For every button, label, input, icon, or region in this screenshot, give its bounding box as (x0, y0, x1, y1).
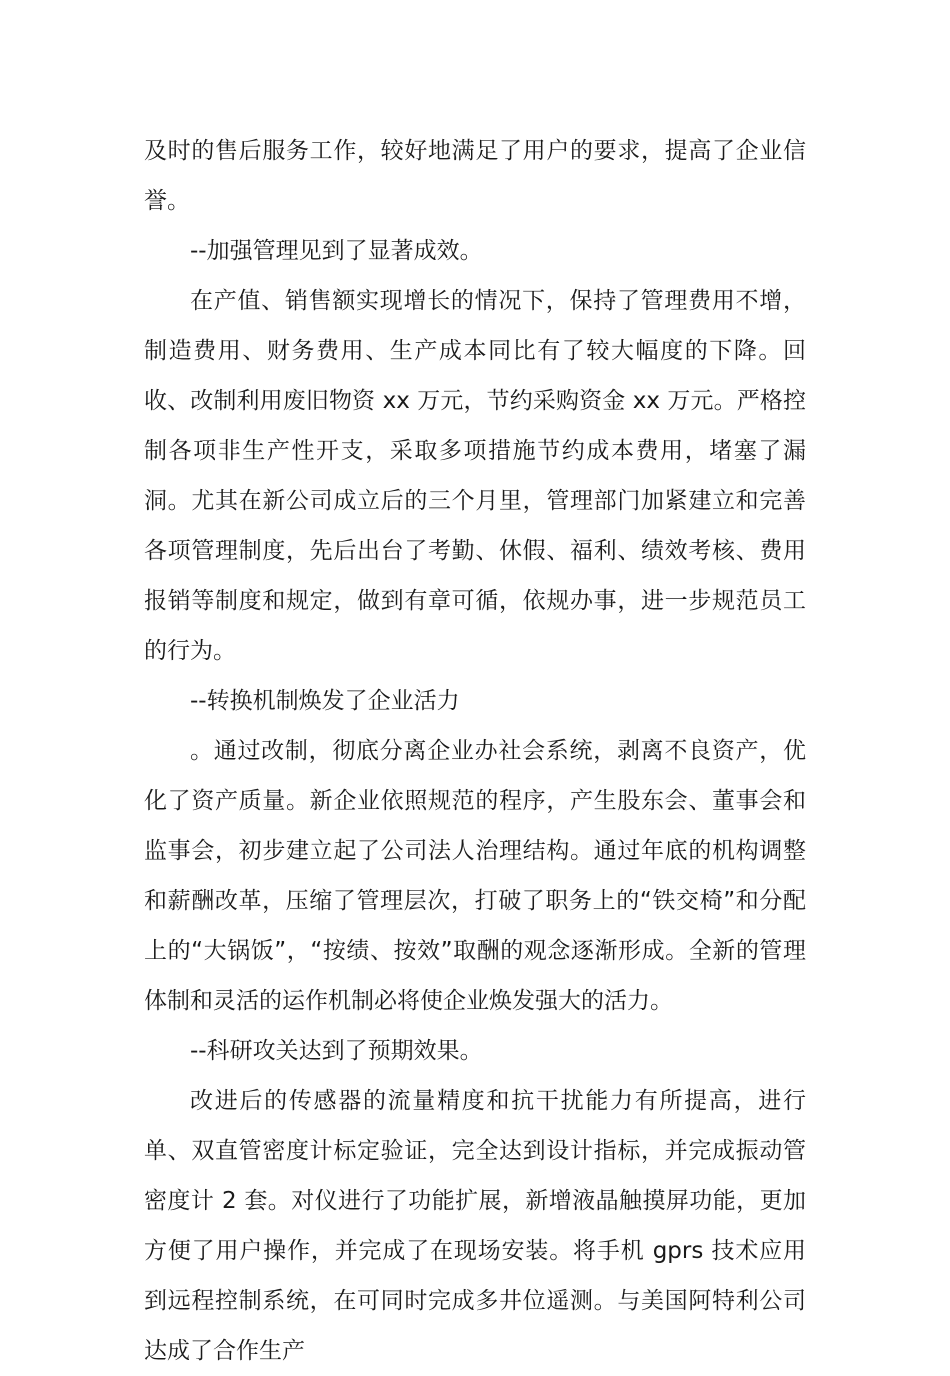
heading-management: --加强管理见到了显著成效。 (190, 238, 483, 264)
heading-mechanism: --转换机制焕发了企业活力 (190, 688, 460, 714)
paragraph-management: 在产值、销售额实现增长的情况下，保持了管理费用不增，制造费用、财务费用、生产成本同比有了较大幅度的下降。回收、改制利用废旧物资 xx 万元，节约采购资金 xx 万元。严格控制各项非生产性开支，采取多项措施节约成本费用，堵塞了漏洞。尤其在新公司成立后的三个月里，管理部门加紧建立和完善各项管理制度，先后出台了考勤、休假、福利、绩效考核、费用报销等制度和规定，做到有章可循，依规办事，进一步规范员工的行为。 (144, 288, 806, 664)
document-body (144, 126, 806, 1376)
paragraph-mechanism: 。通过改制，彻底分离企业办社会系统，剥离不良资产，优化了资产质量。新企业依照规范的程序，产生股东会、董事会和监事会，初步建立起了公司法人治理结构。通过年底的机构调整和薪酬改革，压缩了管理层次，打破了职务上的“铁交椅”和分配上的“大锅饭”，“按绩、按效”取酬的观念逐渐形成。全新的管理体制和灵活的运作机制必将使企业焕发强大的活力。 (144, 738, 806, 1014)
paragraph-after-sales: 及时的售后服务工作，较好地满足了用户的要求，提高了企业信誉。 (144, 138, 806, 214)
heading-research: --科研攻关达到了预期效果。 (190, 1038, 483, 1064)
paragraph-research: 改进后的传感器的流量精度和抗干扰能力有所提高，进行单、双直管密度计标定验证，完全达到设计指标，并完成振动管密度计 2 套。对仪进行了功能扩展，新增液晶触摸屏功能，更加方便了用户操作，并完成了在现场安装。将手机 gprs 技术应用到远程控制系统，在可同时完成多井位遥测。与美国阿特利公司达成了合作生产 (144, 1088, 806, 1364)
